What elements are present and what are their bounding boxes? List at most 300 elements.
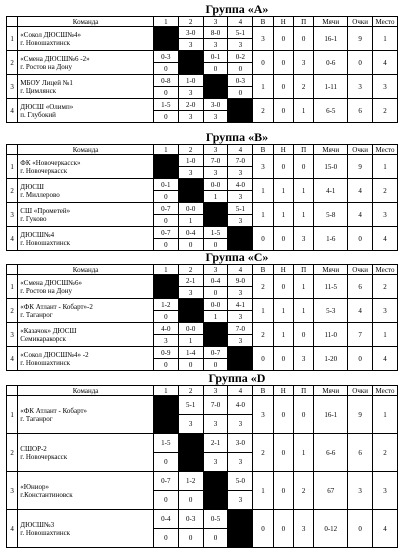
team-cell <box>18 510 154 548</box>
group-title: Группа «D <box>208 371 266 385</box>
wins-cell: 1 <box>253 299 273 323</box>
match-points: 1 <box>204 190 228 202</box>
column-header-c3: 3 <box>203 17 228 27</box>
match-result-cell <box>153 179 178 203</box>
losses-cell: 0 <box>293 27 313 51</box>
column-header-place: Место <box>373 145 398 155</box>
team-cell <box>18 434 154 472</box>
row-number: 2 <box>7 51 18 75</box>
match-score: 5-1 <box>186 401 196 409</box>
match-points: 0 <box>228 86 252 98</box>
match-score: 0-1 <box>161 180 171 189</box>
column-header-team: Команда <box>18 386 154 396</box>
match-result-cell <box>178 347 203 371</box>
match-result-cell <box>203 347 228 371</box>
table-row <box>7 299 398 323</box>
match-score: 4-1 <box>235 300 246 309</box>
match-points: 0 <box>179 358 203 370</box>
team-city: г. Гуково <box>20 214 47 223</box>
points-cell: 0 <box>348 51 373 75</box>
group-a <box>6 3 398 123</box>
match-result-cell <box>203 99 228 123</box>
team-name: «Юниор» <box>20 482 49 491</box>
points-cell: 9 <box>348 155 373 179</box>
team-cell <box>18 472 154 510</box>
match-points: 0 <box>154 110 178 122</box>
self-match-cell <box>153 155 178 179</box>
draws-cell: 0 <box>273 27 293 51</box>
column-header-c4: 4 <box>228 17 253 27</box>
points-cell: 4 <box>348 299 373 323</box>
column-header-c2: 2 <box>178 265 203 275</box>
column-header-d: Н <box>273 17 293 27</box>
goals-cell: 67 <box>314 472 348 510</box>
self-match-cell <box>228 227 253 251</box>
table-row <box>7 27 398 51</box>
goals-cell: 6-6 <box>314 434 348 472</box>
column-header-d: Н <box>273 386 293 396</box>
table-row <box>7 179 398 203</box>
points-cell: 3 <box>348 75 373 99</box>
self-match-cell <box>228 99 253 123</box>
place-cell: 2 <box>373 434 398 472</box>
draws-cell: 0 <box>273 75 293 99</box>
wins-cell: 2 <box>253 275 273 299</box>
team-city: г. Ростов на Дону <box>20 62 73 71</box>
column-header-w: В <box>253 17 273 27</box>
match-result-cell <box>153 299 178 323</box>
goals-cell: 16-1 <box>314 27 348 51</box>
points-cell: 4 <box>348 179 373 203</box>
column-header-number <box>7 145 18 155</box>
match-score: 7-0 <box>210 156 221 165</box>
wins-cell: 2 <box>253 434 273 472</box>
row-number: 4 <box>7 510 18 548</box>
match-score: 2-1 <box>210 439 221 447</box>
match-points: 0 <box>154 238 178 250</box>
match-result-cell <box>153 510 178 548</box>
team-name: «Сокол ДЮСШ№4» -2 <box>20 350 89 359</box>
losses-cell: 0 <box>293 155 313 179</box>
row-number: 2 <box>7 179 18 203</box>
losses-cell: 1 <box>293 434 313 472</box>
draws-cell: 1 <box>273 323 293 347</box>
place-cell: 4 <box>373 347 398 371</box>
match-points: 1 <box>179 334 203 346</box>
match-result-cell <box>178 75 203 99</box>
column-header-points: Очки <box>348 145 373 155</box>
self-match-cell <box>203 472 228 510</box>
team-city: г. Новочеркасск <box>20 452 68 461</box>
goals-cell: 1-20 <box>314 347 348 371</box>
match-score: 7-0 <box>235 156 246 165</box>
team-cell <box>18 275 154 299</box>
match-points: 1 <box>204 310 228 322</box>
match-points: 0 <box>154 86 178 98</box>
points-cell: 9 <box>348 27 373 51</box>
team-name: ДЮСШ <box>20 182 44 191</box>
place-cell: 2 <box>373 275 398 299</box>
match-result-cell <box>178 472 203 510</box>
column-header-goals: Мячи <box>314 386 348 396</box>
match-points: 0 <box>204 62 228 74</box>
self-match-cell <box>203 203 228 227</box>
match-score: 0-4 <box>161 515 171 523</box>
match-points: 0 <box>154 490 178 509</box>
match-score: 0-2 <box>235 52 246 61</box>
match-result-cell <box>203 510 228 548</box>
goals-cell: 11-0 <box>314 323 348 347</box>
team-cell <box>18 347 154 371</box>
losses-cell: 2 <box>293 75 313 99</box>
goals-cell: 16-1 <box>314 396 348 434</box>
column-header-goals: Мячи <box>314 17 348 27</box>
match-points: 3 <box>228 334 252 346</box>
column-header-points: Очки <box>348 265 373 275</box>
match-score: 1-5 <box>161 100 171 109</box>
match-points: 3 <box>204 414 228 433</box>
standings-table <box>6 264 398 371</box>
table-row <box>7 396 398 434</box>
draws-cell: 0 <box>273 51 293 75</box>
match-score: 0-0 <box>210 300 221 309</box>
column-header-w: В <box>253 145 273 155</box>
column-header-c2: 2 <box>178 145 203 155</box>
points-cell: 0 <box>348 510 373 548</box>
match-result-cell <box>228 75 253 99</box>
column-header-c1: 1 <box>153 386 178 396</box>
place-cell: 3 <box>373 299 398 323</box>
team-name: ДЮСШ№4 <box>20 230 55 239</box>
team-name: «Казачок» ДЮСШ <box>20 326 77 335</box>
match-points: 0 <box>154 190 178 202</box>
draws-cell: 1 <box>273 203 293 227</box>
column-header-l: П <box>293 17 313 27</box>
losses-cell: 1 <box>293 275 313 299</box>
losses-cell: 0 <box>293 396 313 434</box>
goals-cell: 4-1 <box>314 179 348 203</box>
match-score: 0-9 <box>161 348 171 357</box>
draws-cell: 0 <box>273 434 293 472</box>
match-points: 0 <box>204 238 228 250</box>
match-score: 0-7 <box>161 204 171 213</box>
column-header-number <box>7 265 18 275</box>
column-header-w: В <box>253 265 273 275</box>
match-score: 4-0 <box>161 324 171 333</box>
draws-cell: 0 <box>273 99 293 123</box>
team-name: ДЮСШ «Олимп» <box>20 102 74 111</box>
goals-cell: 5-8 <box>314 203 348 227</box>
team-city: г. Новочеркасск <box>20 166 68 175</box>
match-score: 1-0 <box>186 156 196 165</box>
match-result-cell <box>178 510 203 548</box>
match-points: 3 <box>228 38 252 50</box>
column-header-points: Очки <box>348 386 373 396</box>
header-row <box>7 17 398 27</box>
points-cell: 4 <box>348 203 373 227</box>
match-score: 0-3 <box>186 515 196 523</box>
column-header-w: В <box>253 386 273 396</box>
team-city: г. Миллерово <box>20 190 60 199</box>
match-result-cell <box>178 99 203 123</box>
team-city: г. Цимлянск <box>20 86 57 95</box>
match-score: 5-1 <box>235 204 246 213</box>
place-cell: 4 <box>373 227 398 251</box>
draws-cell: 1 <box>273 299 293 323</box>
team-cell <box>18 75 154 99</box>
standings-table <box>6 385 398 548</box>
match-score: 0-0 <box>186 324 196 333</box>
match-result-cell <box>153 434 178 472</box>
match-result-cell <box>228 299 253 323</box>
match-result-cell <box>153 227 178 251</box>
match-result-cell <box>203 434 228 472</box>
draws-cell: 0 <box>273 347 293 371</box>
table-row <box>7 275 398 299</box>
match-points: 0 <box>154 452 178 471</box>
column-header-l: П <box>293 386 313 396</box>
match-score: 5-0 <box>235 477 246 485</box>
match-result-cell <box>228 323 253 347</box>
team-city: г. Новошахтинск <box>20 528 71 537</box>
table-row <box>7 155 398 179</box>
header-row <box>7 386 398 396</box>
match-score: 1-4 <box>186 348 196 357</box>
wins-cell: 1 <box>253 75 273 99</box>
match-points: 0 <box>228 62 252 74</box>
row-number: 4 <box>7 347 18 371</box>
self-match-cell <box>228 347 253 371</box>
place-cell: 3 <box>373 75 398 99</box>
self-match-cell <box>228 510 253 548</box>
wins-cell: 2 <box>253 323 273 347</box>
match-points: 3 <box>179 38 203 50</box>
row-number: 2 <box>7 299 18 323</box>
team-cell <box>18 396 154 434</box>
table-row <box>7 75 398 99</box>
match-score: 3-0 <box>235 439 246 447</box>
column-header-number <box>7 386 18 396</box>
team-name: «Смена ДЮСШ№6 -2» <box>20 54 90 63</box>
match-points: 3 <box>228 166 252 178</box>
draws-cell: 0 <box>273 275 293 299</box>
match-points: 0 <box>154 214 178 226</box>
row-number: 1 <box>7 27 18 51</box>
column-header-place: Место <box>373 265 398 275</box>
match-points: 0 <box>154 528 178 547</box>
column-header-team: Команда <box>18 17 154 27</box>
group-title: Группа «С» <box>205 250 269 264</box>
match-score: 1-0 <box>186 76 196 85</box>
match-result-cell <box>153 99 178 123</box>
points-cell: 6 <box>348 434 373 472</box>
column-header-goals: Мячи <box>314 145 348 155</box>
match-points: 0 <box>179 528 203 547</box>
match-points: 3 <box>179 110 203 122</box>
match-result-cell <box>228 27 253 51</box>
team-name: «Сокол ДЮСШ№4» <box>20 30 82 39</box>
match-points: 3 <box>179 414 203 433</box>
row-number: 1 <box>7 396 18 434</box>
column-header-d: Н <box>273 265 293 275</box>
column-header-place: Место <box>373 17 398 27</box>
place-cell: 3 <box>373 472 398 510</box>
match-points: 0 <box>154 310 178 322</box>
wins-cell: 0 <box>253 51 273 75</box>
team-cell <box>18 179 154 203</box>
losses-cell: 3 <box>293 227 313 251</box>
match-result-cell <box>228 434 253 472</box>
draws-cell: 0 <box>273 227 293 251</box>
match-result-cell <box>178 275 203 299</box>
team-name: МБОУ Лицей №1 <box>20 78 73 87</box>
table-row <box>7 51 398 75</box>
team-cell <box>18 299 154 323</box>
match-points: 3 <box>179 86 203 98</box>
goals-cell: 1-11 <box>314 75 348 99</box>
match-score: 0-3 <box>161 52 171 61</box>
match-points: 3 <box>179 166 203 178</box>
match-result-cell <box>203 396 228 434</box>
wins-cell: 1 <box>253 472 273 510</box>
match-points: 1 <box>179 214 203 226</box>
match-result-cell <box>153 51 178 75</box>
match-result-cell <box>228 179 253 203</box>
team-name: «Смена ДЮСШ№6» <box>20 278 82 287</box>
match-score: 0-7 <box>161 477 171 485</box>
losses-cell: 1 <box>293 299 313 323</box>
self-match-cell <box>178 51 203 75</box>
match-result-cell <box>178 203 203 227</box>
wins-cell: 2 <box>253 99 273 123</box>
match-score: 5-1 <box>235 28 246 37</box>
team-name: СШ «Прометей» <box>20 206 71 215</box>
header-row <box>7 145 398 155</box>
match-score: 9-0 <box>235 276 246 285</box>
match-score: 0-4 <box>210 276 221 285</box>
match-points: 3 <box>228 214 252 226</box>
row-number: 1 <box>7 275 18 299</box>
match-result-cell <box>153 203 178 227</box>
place-cell: 1 <box>373 323 398 347</box>
losses-cell: 1 <box>293 99 313 123</box>
match-result-cell <box>178 155 203 179</box>
match-score: 4-0 <box>235 401 246 409</box>
match-result-cell <box>228 155 253 179</box>
self-match-cell <box>203 323 228 347</box>
place-cell: 3 <box>373 203 398 227</box>
match-score: 1-5 <box>161 439 171 447</box>
points-cell: 0 <box>348 227 373 251</box>
team-name: «ФК Атлант - Кобарт» <box>20 406 88 415</box>
place-cell: 1 <box>373 27 398 51</box>
match-points: 3 <box>228 286 252 298</box>
goals-cell: 15-0 <box>314 155 348 179</box>
place-cell: 1 <box>373 155 398 179</box>
place-cell: 1 <box>373 396 398 434</box>
match-points: 3 <box>204 38 228 50</box>
place-cell: 4 <box>373 51 398 75</box>
team-city: г. Новошахтинск <box>20 238 71 247</box>
column-header-c4: 4 <box>228 145 253 155</box>
wins-cell: 0 <box>253 510 273 548</box>
draws-cell: 0 <box>273 510 293 548</box>
match-score: 0-0 <box>186 204 196 213</box>
team-cell <box>18 227 154 251</box>
team-cell <box>18 203 154 227</box>
team-city: г. Ростов на Дону <box>20 286 73 295</box>
column-header-l: П <box>293 145 313 155</box>
team-cell <box>18 323 154 347</box>
column-header-place: Место <box>373 386 398 396</box>
wins-cell: 1 <box>253 203 273 227</box>
table-row <box>7 323 398 347</box>
match-score: 3-0 <box>210 100 221 109</box>
match-score: 0-8 <box>161 76 171 85</box>
match-points: 3 <box>204 452 228 471</box>
match-score: 8-0 <box>210 28 221 37</box>
group-b <box>6 131 398 251</box>
group-title: Группа «А» <box>205 2 269 16</box>
team-name: «ФК Атлант - Кобарт»-2 <box>20 302 93 311</box>
column-header-d: Н <box>273 145 293 155</box>
place-cell: 4 <box>373 510 398 548</box>
self-match-cell <box>153 396 178 434</box>
losses-cell: 0 <box>293 323 313 347</box>
match-points: 0 <box>154 358 178 370</box>
column-header-c2: 2 <box>178 17 203 27</box>
match-score: 7-0 <box>210 401 221 409</box>
self-match-cell <box>153 27 178 51</box>
match-score: 0-5 <box>210 515 221 523</box>
team-city: г. Таганрог <box>20 414 53 423</box>
team-cell <box>18 99 154 123</box>
row-number: 2 <box>7 434 18 472</box>
self-match-cell <box>153 275 178 299</box>
match-points: 0 <box>179 238 203 250</box>
match-score: 1-5 <box>210 228 221 237</box>
match-points: 3 <box>228 190 252 202</box>
match-score: 2-1 <box>186 276 196 285</box>
wins-cell: 0 <box>253 227 273 251</box>
match-points: 3 <box>228 452 252 471</box>
table-row <box>7 203 398 227</box>
team-cell <box>18 51 154 75</box>
match-result-cell <box>228 472 253 510</box>
match-points: 3 <box>204 166 228 178</box>
team-name: ФК «Новочеркасск» <box>20 158 81 167</box>
points-cell: 3 <box>348 472 373 510</box>
goals-cell: 11-5 <box>314 275 348 299</box>
match-points: 3 <box>228 414 252 433</box>
header-row <box>7 265 398 275</box>
wins-cell: 3 <box>253 155 273 179</box>
match-result-cell <box>228 275 253 299</box>
table-row <box>7 227 398 251</box>
match-result-cell <box>178 27 203 51</box>
column-header-l: П <box>293 265 313 275</box>
losses-cell: 3 <box>293 510 313 548</box>
column-header-c4: 4 <box>228 386 253 396</box>
column-header-goals: Мячи <box>314 265 348 275</box>
row-number: 3 <box>7 203 18 227</box>
goals-cell: 0-6 <box>314 51 348 75</box>
match-points: 0 <box>154 62 178 74</box>
match-result-cell <box>178 396 203 434</box>
team-city: г. Новошахтинск <box>20 38 71 47</box>
match-result-cell <box>228 51 253 75</box>
goals-cell: 6-5 <box>314 99 348 123</box>
